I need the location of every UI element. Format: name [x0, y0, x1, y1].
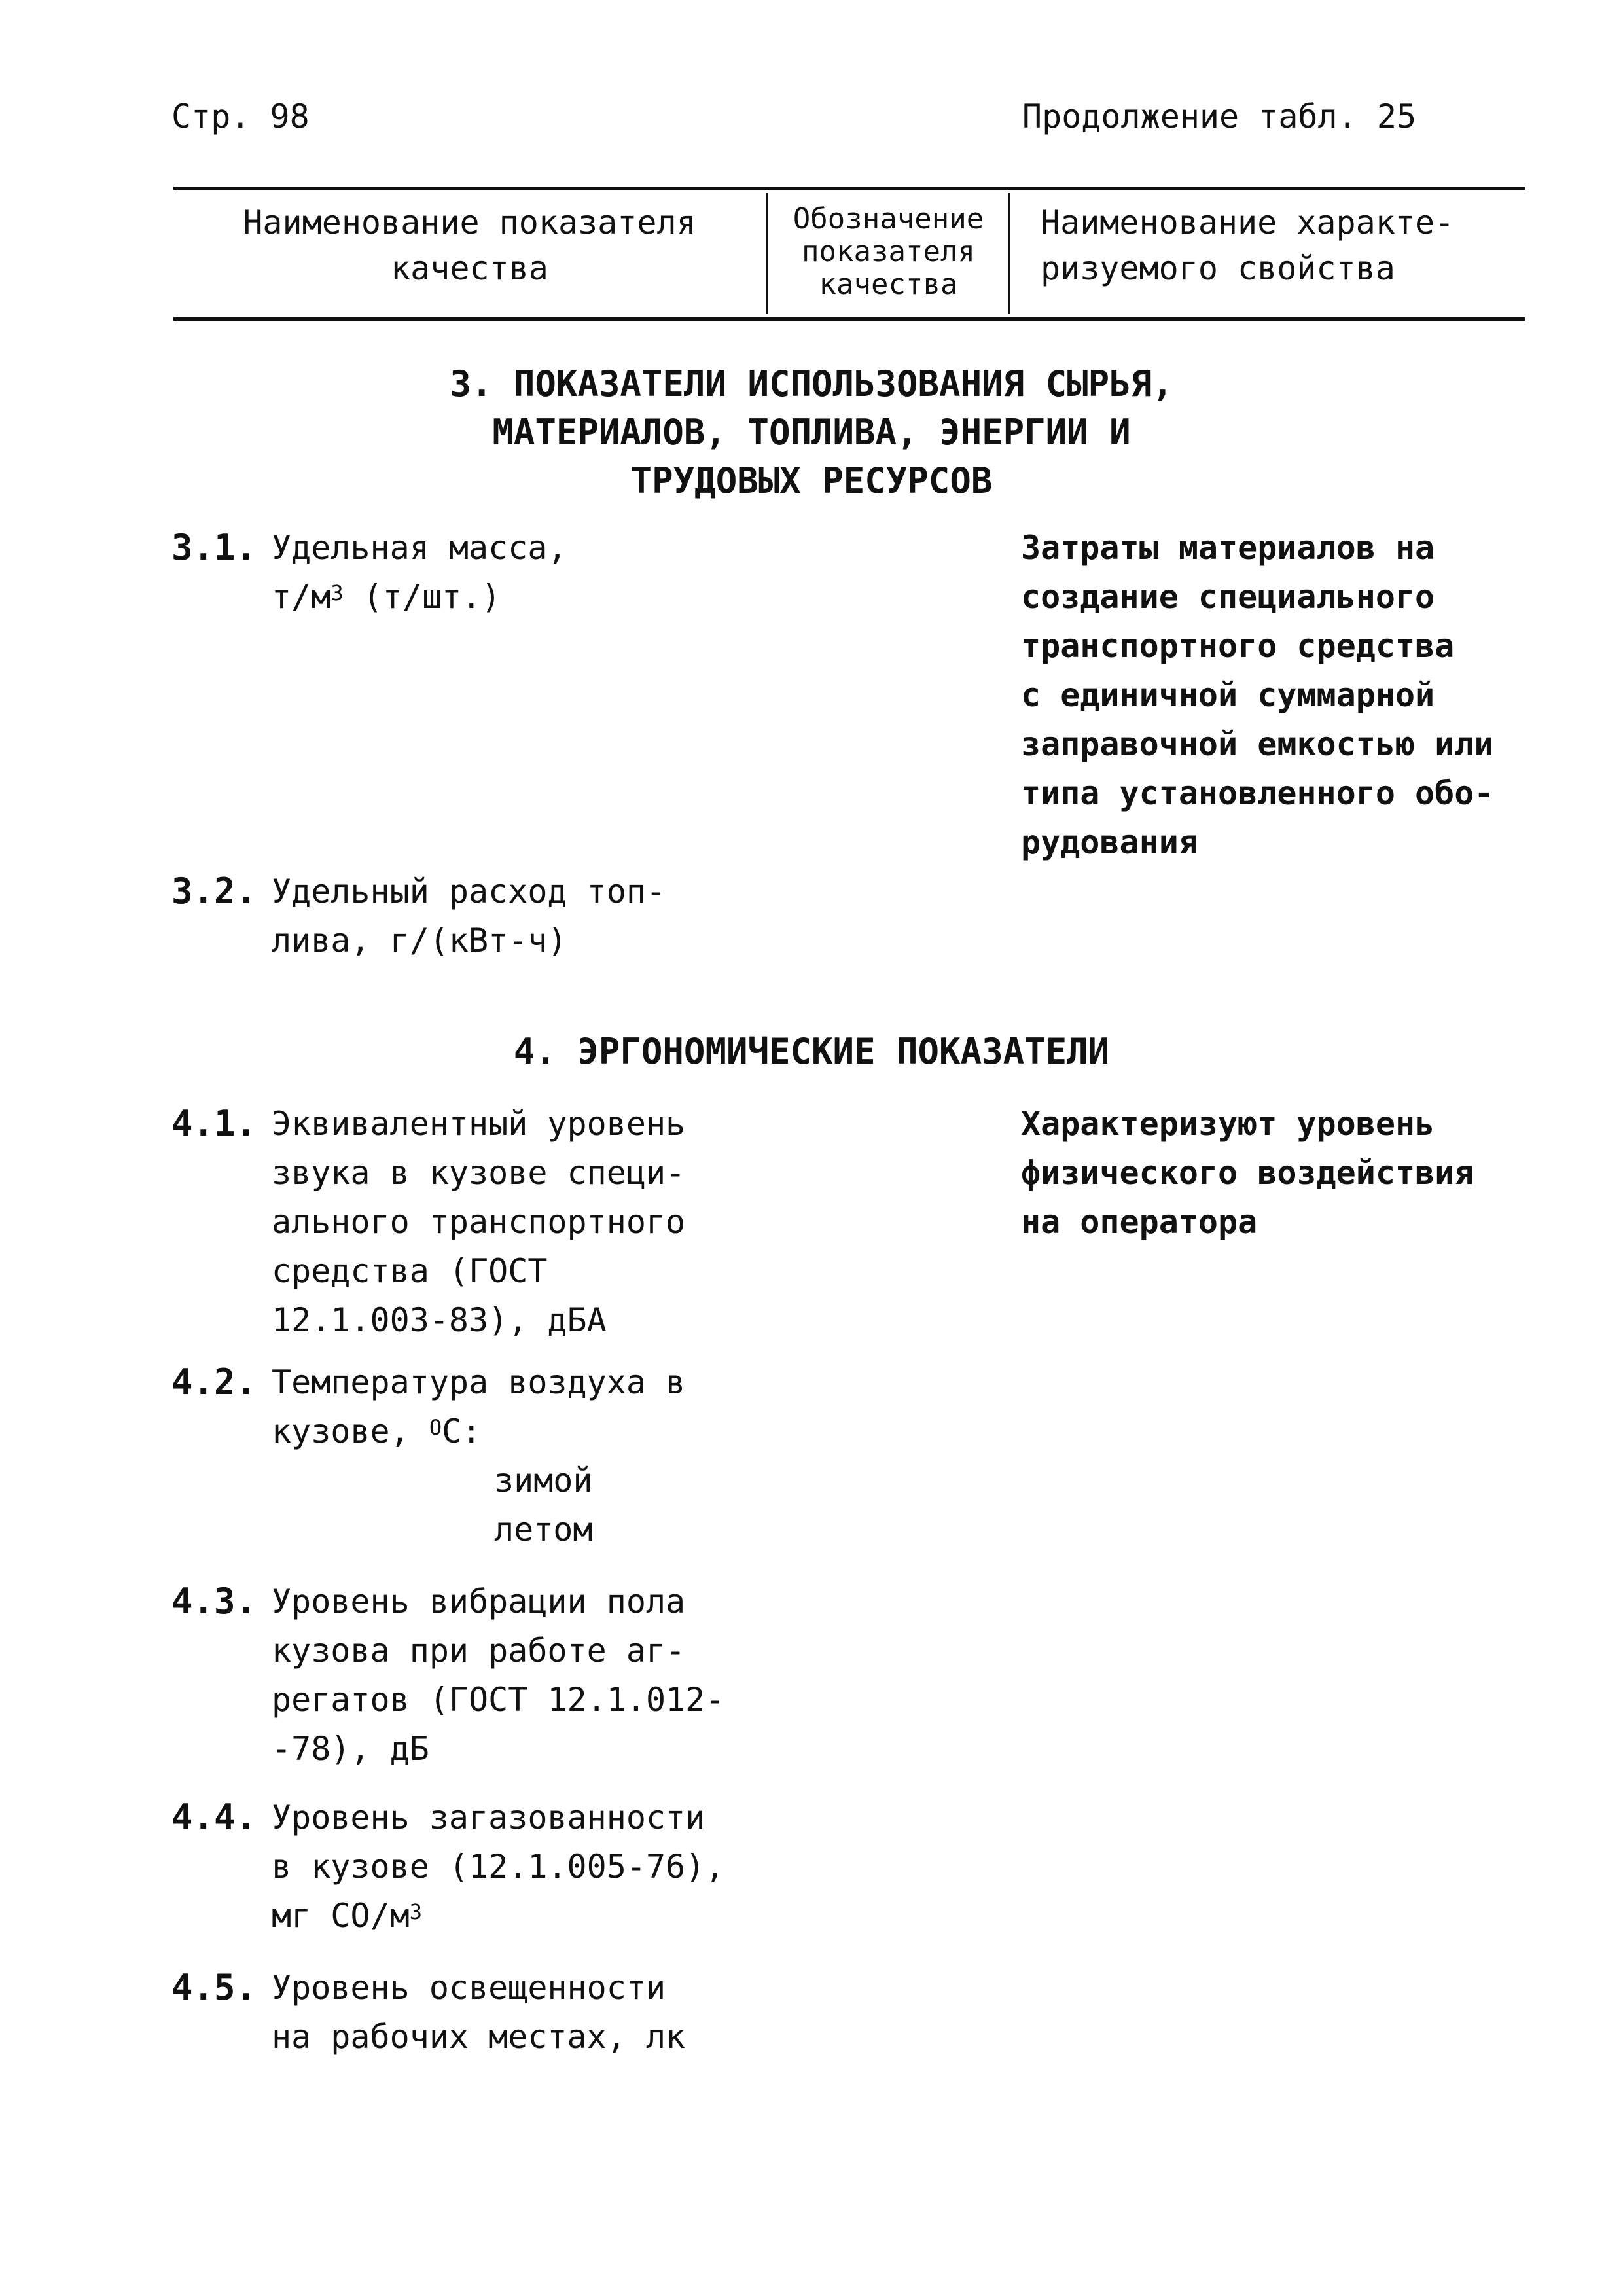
item-number: 3.2.	[171, 870, 257, 912]
item-number: 4.2.	[171, 1361, 257, 1403]
table-continuation-label: Продолжение табл. 25	[1022, 98, 1417, 135]
section-3-title: 3. ПОКАЗАТЕЛИ ИСПОЛЬЗОВАНИЯ СЫРЬЯ, МАТЕРИАЛОВ, ТОПЛИВА, ЭНЕРГИИ И ТРУДОВЫХ РЕСУРСОВ	[450, 363, 1173, 501]
item-number: 4.4.	[171, 1797, 257, 1838]
item-number: 4.3.	[171, 1581, 257, 1622]
column-header-property: Наименование характе- ризуемого свойства	[1041, 204, 1455, 287]
column-separator-1	[766, 193, 768, 314]
property-physical-impact: Характеризуют уровень физического воздействия на оператора	[1021, 1105, 1474, 1241]
indicator-air-temperature: Температура воздуха в кузове, $^О$С: зимой летом	[272, 1358, 685, 1554]
table-bottom-rule	[173, 317, 1525, 321]
item-number: 3.1.	[171, 527, 257, 568]
table-top-rule	[173, 187, 1525, 190]
indicator-gas-contamination: Уровень загазованности в кузове (12.1.005-76), мг $СО/м^3$	[272, 1799, 725, 1935]
temperature-winter: зимой	[494, 1462, 593, 1499]
item-number: 4.5.	[171, 1967, 257, 2008]
column-header-designation: Обозначение показателя качества	[793, 202, 984, 301]
indicator-vibration-level: Уровень вибрации пола кузова при работе аг- регатов (ГОСТ 12.1.012- -78), дБ	[272, 1583, 725, 1768]
page-number: Стр. 98	[171, 98, 310, 135]
item-number: 4.1.	[171, 1103, 257, 1144]
indicator-illumination-level: Уровень освещенности на рабочих местах, лк	[272, 1969, 686, 2056]
indicator-noise-level: Эквивалентный уровень звука в кузове специ- ального транспортного средства (ГОСТ 12.1.003-83), дБА	[272, 1105, 686, 1339]
property-material-costs: Затраты материалов на создание специального транспортного средства с единичной суммарной заправочной емкостью или типа установленного обо- рудования	[1021, 529, 1494, 861]
indicator-specific-mass: Удельная масса, $т/м^3$ (т/шт.)	[272, 529, 567, 616]
indicator-fuel-consumption: Удельный расход топ- лива, г/(кВт-ч)	[272, 872, 666, 960]
column-separator-2	[1008, 193, 1010, 314]
section-4-title: 4. ЭРГОНОМИЧЕСКИЕ ПОКАЗАТЕЛИ	[513, 1031, 1110, 1072]
temperature-summer: летом	[494, 1511, 593, 1549]
column-header-indicator-name: Наименование показателя качества	[243, 204, 696, 287]
